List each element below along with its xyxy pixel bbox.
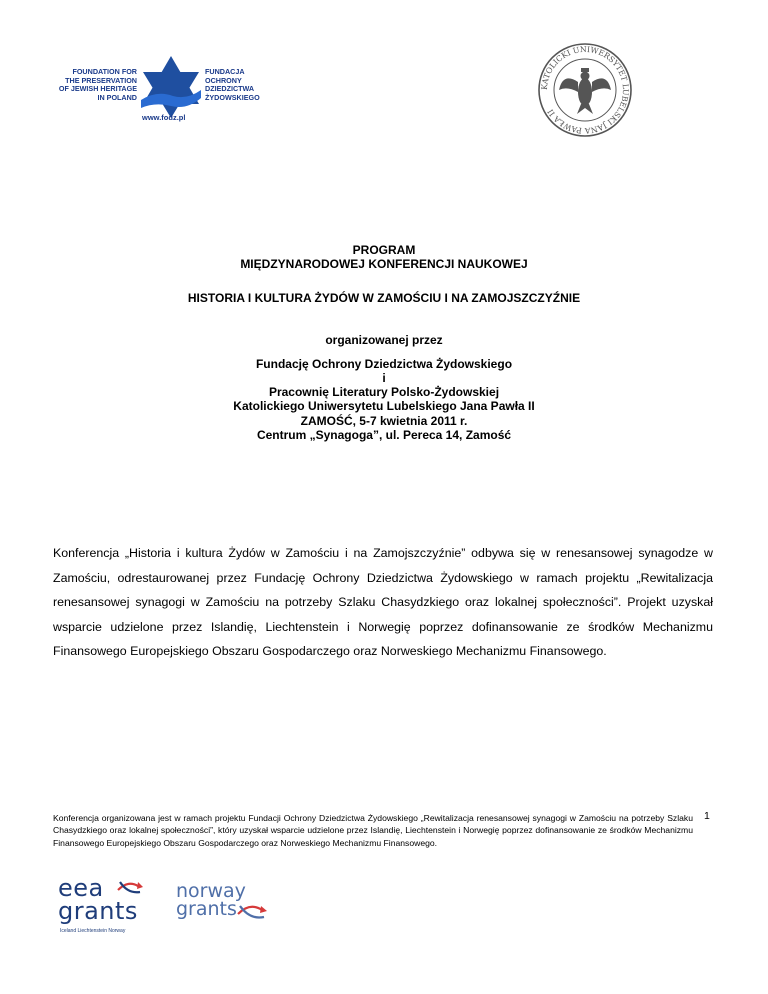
arrows-icon [236,900,268,922]
organizer-intro: organizowanej przez [325,333,443,347]
eea-logo-subtitle: Iceland Liechtenstein Norway [60,928,126,934]
kul-seal-ring-text: KATOLICKI UNIWERSYTET LUBELSKI JANA PAWŁA II [539,44,631,136]
fodz-url: www.fodz.pl [142,113,186,122]
norway-logo-word: norway [176,880,246,902]
eea-logo-word: eea [58,874,104,902]
norway-logo-grants-word: grants [176,898,237,920]
star-of-david-icon [137,54,205,122]
kul-seal-logo [537,42,633,138]
intro-paragraph: Konferencja „Historia i kultura Żydów w Zamościu i na Zamojszczyźnie” odbywa się w renesansowej synagodze w Zamościu, odrestaurowanej przez Fundację Ochrony Dziedzictwa Żydowskiego w ramach projektu „Rewitalizacja renesansowej synagogi w Zamościu na potrzeby Szlaku Chasydzkiego oraz lokalnej społeczności”. Projekt uzyskał wsparcie udzielone przez Islandię, Liechtenstein i Norwegię poprzez dofinansowanie ze środków Mechanizmu Finansowego Europejskiego Obszaru Gospodarczego oraz Norweskiego Mechanizmu Finansowego. [53,546,713,658]
page-number: 1 [704,810,710,822]
fodz-logo [55,40,260,135]
norway-grants-logo [176,882,276,930]
eea-logo-grants-word: grants [58,897,138,925]
footer-note: Konferencja organizowana jest w ramach projektu Fundacji Ochrony Dziedzictwa Żydowskiego „Rewitalizacja renesansowej synagogi w Zamościu na potrzeby Szlaku Chasydzkiego oraz lokalnej społeczności”, który uzyskał wsparcie udzielone przez Islandię, Liechtenstein i Norwegię poprzez dofinansowanie ze środków Mechanizmu Finansowego Europejskiego Obszaru Gospodarczego oraz Norweskiego Mechanizmu Finansowego. [53,813,693,848]
eagle-icon [559,68,611,114]
program-heading: PROGRAM MIĘDZYNARODOWEJ KONFERENCJI NAUKOWEJ [240,243,528,271]
conference-title: HISTORIA I KULTURA ŻYDÓW W ZAMOŚCIU I NA ZAMOJSZCZYŹNIE [187,291,581,305]
fodz-logo-english-text: FOUNDATION FOR THE PRESERVATION OF JEWISH HERITAGE IN POLAND [58,67,137,102]
organizers: Fundację Ochrony Dziedzictwa Żydowskiego i Pracownię Literatury Polsko-Żydowskiej Katolickiego Uniwersytetu Lubelskiego Jana Pawła II [233,357,535,413]
arrows-icon [116,878,144,896]
eea-grants-logo [58,876,158,938]
date-and-venue: ZAMOŚĆ, 5-7 kwietnia 2011 r. Centrum „Synagoga”, ul. Pereca 14, Zamość [256,414,512,442]
fodz-logo-polish-text: FUNDACJA OCHRONY DZIEDZICTWA ŻYDOWSKIEGO [205,67,260,102]
